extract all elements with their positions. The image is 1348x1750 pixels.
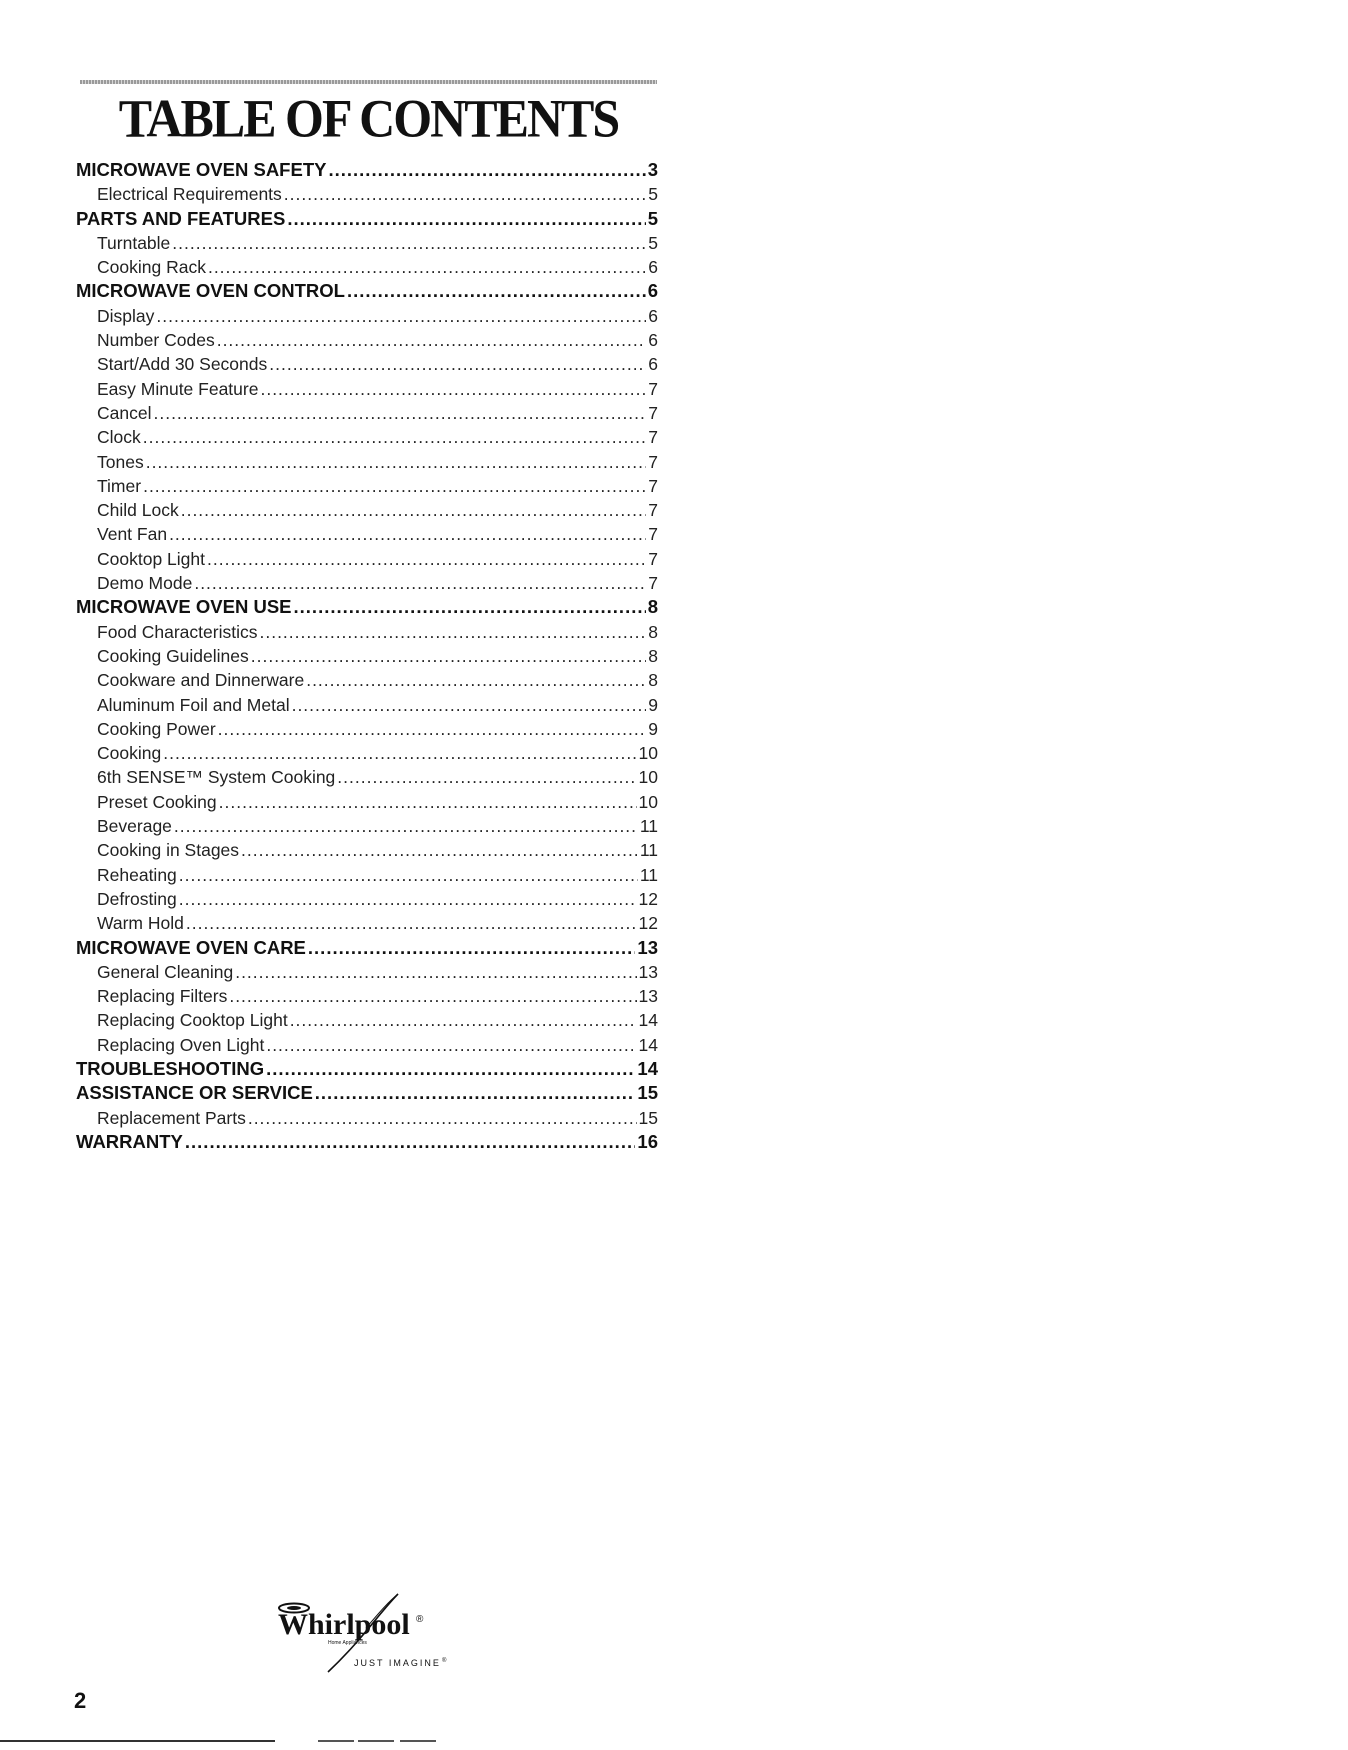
toc-entry-page-number: 11 — [639, 816, 658, 837]
toc-entry-label: Child Lock — [97, 500, 179, 521]
toc-entry-page-number: 13 — [638, 961, 658, 982]
toc-entry-label: Cooking Rack — [97, 257, 206, 278]
whirlpool-logo — [270, 1588, 480, 1678]
toc-dot-leader — [219, 790, 637, 814]
toc-entry-page-number: 10 — [638, 791, 658, 812]
toc-dot-leader — [347, 279, 646, 303]
toc-entry-label: Cooking — [97, 743, 162, 764]
toc-dot-leader — [174, 814, 638, 838]
toc-entry-page-number: 6 — [648, 257, 658, 278]
bottom-dash — [318, 1740, 354, 1742]
page-title: TABLE OF CONTENTS — [118, 87, 619, 149]
toc-subsection-entry — [76, 790, 658, 814]
toc-subsection-entry — [76, 255, 658, 279]
toc-entry-page-number: 8 — [648, 670, 658, 691]
toc-subsection-entry — [76, 838, 658, 862]
toc-section-entry — [76, 1081, 658, 1105]
toc-dot-leader — [290, 1008, 637, 1032]
toc-subsection-entry — [76, 911, 658, 935]
toc-entry-page-number: 13 — [637, 936, 658, 958]
toc-entry-page-number: 5 — [648, 232, 658, 253]
toc-entry-label: Cookware and Dinnerware — [97, 670, 305, 691]
toc-subsection-entry — [76, 571, 658, 595]
toc-entry-page-number: 5 — [647, 207, 658, 229]
toc-entry-label: Start/Add 30 Seconds — [97, 354, 268, 375]
toc-entry-page-number: 7 — [648, 427, 658, 448]
logo-wordmark: Whirlpool — [278, 1608, 410, 1641]
toc-subsection-entry — [76, 741, 658, 765]
toc-dot-leader — [269, 352, 646, 376]
toc-entry-label: Cancel — [97, 402, 152, 423]
toc-dot-leader — [172, 231, 646, 255]
toc-subsection-entry — [76, 522, 658, 546]
toc-entry-label: Display — [97, 305, 155, 326]
toc-dot-leader — [308, 936, 636, 960]
toc-subsection-entry — [76, 693, 658, 717]
toc-entry-page-number: 12 — [638, 913, 658, 934]
toc-subsection-entry — [76, 644, 658, 668]
toc-section-entry — [76, 1130, 658, 1154]
toc-entry-page-number: 9 — [648, 718, 658, 739]
toc-entry-label: Easy Minute Feature — [97, 378, 259, 399]
toc-subsection-entry — [76, 377, 658, 401]
toc-dot-leader — [218, 717, 647, 741]
toc-entry-label: Replacing Cooktop Light — [97, 1010, 288, 1031]
logo-registered-mark: ® — [416, 1614, 424, 1625]
toc-dot-leader — [287, 207, 645, 231]
toc-subsection-entry — [76, 474, 658, 498]
toc-entry-page-number: 12 — [638, 888, 658, 909]
toc-entry-label: Clock — [97, 427, 141, 448]
toc-dot-leader — [248, 1106, 637, 1130]
toc-dot-leader — [217, 328, 647, 352]
toc-dot-leader — [315, 1081, 636, 1105]
toc-dot-leader — [179, 887, 637, 911]
toc-dot-leader — [266, 1033, 636, 1057]
toc-entry-page-number: 7 — [648, 573, 658, 594]
toc-entry-page-number: 11 — [639, 864, 658, 885]
toc-entry-label: Demo Mode — [97, 573, 193, 594]
toc-dot-leader — [266, 1057, 635, 1081]
toc-section-entry — [76, 207, 658, 231]
toc-dot-leader — [235, 960, 636, 984]
toc-dot-leader — [169, 522, 646, 546]
toc-subsection-entry — [76, 863, 658, 887]
toc-subsection-entry — [76, 450, 658, 474]
toc-entry-page-number: 16 — [637, 1130, 658, 1152]
toc-entry-label: Defrosting — [97, 888, 177, 909]
toc-entry-label: Cooktop Light — [97, 548, 205, 569]
toc-subsection-entry — [76, 547, 658, 571]
toc-entry-label: Cooking in Stages — [97, 840, 240, 861]
toc-dot-leader — [251, 644, 647, 668]
toc-entry-page-number: 13 — [638, 986, 658, 1007]
toc-entry-page-number: 9 — [648, 694, 658, 715]
toc-subsection-entry — [76, 425, 658, 449]
toc-subsection-entry — [76, 1008, 658, 1032]
toc-entry-label: MICROWAVE OVEN USE — [76, 596, 292, 618]
toc-subsection-entry — [76, 765, 658, 789]
bottom-dash — [358, 1740, 394, 1742]
toc-subsection-entry — [76, 1033, 658, 1057]
toc-section-entry — [76, 279, 658, 303]
toc-entry-page-number: 10 — [638, 767, 658, 788]
logo-small-text: Home Appliances — [328, 1640, 367, 1646]
toc-entry-page-number: 7 — [648, 402, 658, 423]
toc-dot-leader — [306, 668, 646, 692]
bottom-dash — [400, 1740, 436, 1742]
toc-entry-page-number: 11 — [639, 840, 658, 861]
logo-tagline-mark: ® — [442, 1658, 447, 1664]
toc-entry-label: Number Codes — [97, 330, 215, 351]
toc-dot-leader — [337, 765, 636, 789]
toc-entry-label: Warm Hold — [97, 913, 184, 934]
page-number: 2 — [74, 1688, 87, 1713]
toc-entry-label: Cooking Power — [97, 718, 216, 739]
toc-subsection-entry — [76, 717, 658, 741]
toc-dot-leader — [294, 595, 646, 619]
toc-entry-label: Aluminum Foil and Metal — [97, 694, 290, 715]
toc-entry-label: PARTS AND FEATURES — [76, 207, 286, 229]
toc-dot-leader — [194, 571, 646, 595]
toc-section-entry — [76, 158, 658, 182]
toc-entry-label: Replacing Oven Light — [97, 1034, 265, 1055]
toc-subsection-entry — [76, 498, 658, 522]
toc-entry-label: Food Characteristics — [97, 621, 258, 642]
toc-entry-label: MICROWAVE OVEN CARE — [76, 936, 306, 958]
toc-entry-label: WARRANTY — [76, 1130, 183, 1152]
toc-entry-page-number: 14 — [637, 1057, 658, 1079]
toc-entry-page-number: 14 — [638, 1010, 658, 1031]
bottom-rule — [0, 1740, 275, 1742]
toc-entry-page-number: 8 — [648, 645, 658, 666]
toc-entry-page-number: 15 — [637, 1082, 658, 1104]
toc-subsection-entry — [76, 401, 658, 425]
toc-section-entry — [76, 1057, 658, 1081]
toc-entry-page-number: 7 — [648, 451, 658, 472]
toc-entry-page-number: 7 — [648, 475, 658, 496]
toc-subsection-entry — [76, 304, 658, 328]
toc-entry-label: Vent Fan — [97, 524, 168, 545]
toc-section-entry — [76, 595, 658, 619]
toc-dot-leader — [146, 450, 647, 474]
toc-dot-leader — [241, 838, 638, 862]
toc-dot-leader — [156, 304, 646, 328]
toc-dot-leader — [207, 547, 646, 571]
toc-dot-leader — [143, 425, 647, 449]
toc-entry-page-number: 7 — [648, 548, 658, 569]
toc-dot-leader — [181, 498, 647, 522]
toc-subsection-entry — [76, 668, 658, 692]
toc-dot-leader — [229, 984, 636, 1008]
toc-entry-page-number: 5 — [648, 184, 658, 205]
toc-dot-leader — [143, 474, 646, 498]
toc-entry-page-number: 6 — [648, 305, 658, 326]
table-of-contents — [76, 158, 658, 1154]
toc-entry-label: MICROWAVE OVEN SAFETY — [76, 159, 327, 180]
toc-dot-leader — [163, 741, 636, 765]
toc-subsection-entry — [76, 887, 658, 911]
toc-dot-leader — [185, 1130, 636, 1154]
toc-dot-leader — [208, 255, 646, 279]
toc-entry-page-number: 8 — [648, 621, 658, 642]
toc-entry-label: Replacement Parts — [97, 1107, 246, 1128]
toc-subsection-entry — [76, 984, 658, 1008]
toc-subsection-entry — [76, 960, 658, 984]
toc-dot-leader — [292, 693, 647, 717]
toc-subsection-entry — [76, 352, 658, 376]
toc-entry-page-number: 6 — [648, 354, 658, 375]
toc-subsection-entry — [76, 1106, 658, 1130]
toc-dot-leader — [179, 863, 638, 887]
toc-entry-label: 6th SENSE™ System Cooking — [97, 767, 336, 788]
toc-entry-page-number: 10 — [638, 743, 658, 764]
toc-entry-page-number: 15 — [638, 1107, 658, 1128]
toc-dot-leader — [284, 182, 646, 206]
toc-entry-label: Replacing Filters — [97, 986, 228, 1007]
toc-entry-page-number: 14 — [638, 1034, 658, 1055]
toc-dot-leader — [186, 911, 637, 935]
toc-subsection-entry — [76, 231, 658, 255]
toc-subsection-entry — [76, 620, 658, 644]
toc-entry-label: Reheating — [97, 864, 177, 885]
logo-tagline: JUST IMAGINE — [354, 1658, 441, 1668]
toc-section-entry — [76, 936, 658, 960]
toc-subsection-entry — [76, 328, 658, 352]
toc-entry-page-number: 8 — [647, 596, 658, 618]
toc-entry-page-number: 7 — [648, 500, 658, 521]
toc-entry-label: Cooking Guidelines — [97, 645, 249, 666]
toc-dot-leader — [328, 158, 645, 182]
toc-dot-leader — [260, 377, 646, 401]
toc-entry-label: TROUBLESHOOTING — [76, 1057, 265, 1079]
toc-entry-label: Turntable — [97, 232, 171, 253]
toc-entry-page-number: 3 — [647, 159, 658, 180]
toc-subsection-entry — [76, 182, 658, 206]
toc-entry-label: MICROWAVE OVEN CONTROL — [76, 280, 345, 302]
toc-dot-leader — [153, 401, 646, 425]
toc-entry-page-number: 6 — [647, 280, 658, 302]
toc-subsection-entry — [76, 814, 658, 838]
toc-dot-leader — [259, 620, 646, 644]
toc-entry-page-number: 7 — [648, 378, 658, 399]
toc-entry-page-number: 6 — [648, 330, 658, 351]
toc-entry-label: General Cleaning — [97, 961, 234, 982]
toc-entry-label: Preset Cooking — [97, 791, 217, 812]
toc-entry-label: Timer — [97, 475, 142, 496]
toc-entry-label: Beverage — [97, 816, 172, 837]
toc-entry-label: Tones — [97, 451, 144, 472]
toc-entry-label: Electrical Requirements — [97, 184, 282, 205]
toc-entry-label: ASSISTANCE OR SERVICE — [76, 1082, 313, 1104]
toc-entry-page-number: 7 — [648, 524, 658, 545]
